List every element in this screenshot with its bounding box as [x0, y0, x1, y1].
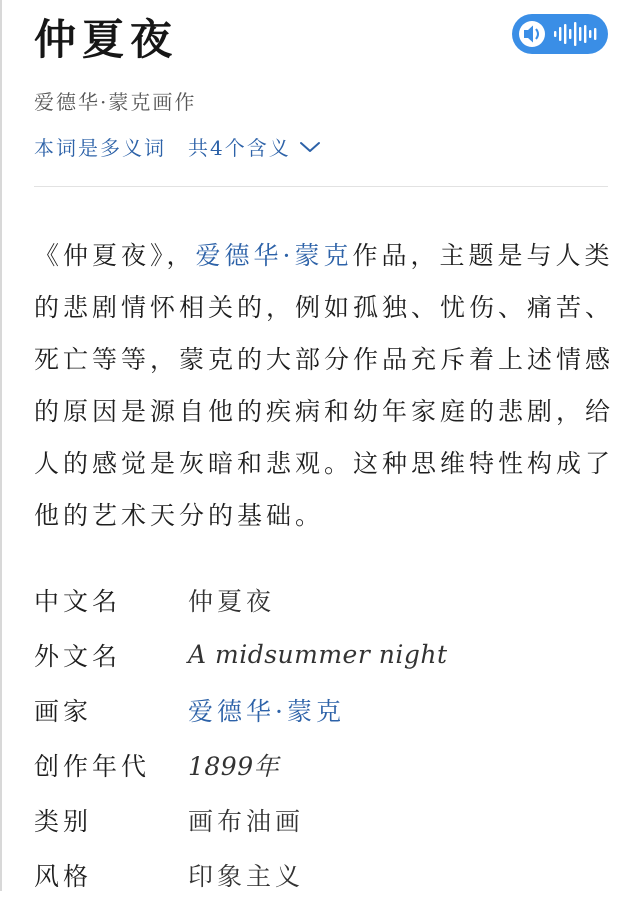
- polysemy-label: 本词是多义词: [34, 136, 166, 160]
- info-row-foreign-name: [34, 627, 614, 682]
- summary-text-start: 《仲夏夜》，: [34, 241, 196, 270]
- info-label: 画家: [34, 696, 93, 726]
- summary-text-rest: 作品，主题是与人类的悲剧情怀相关的，例如孤独、忧伤、痛苦、死亡等等，蒙克的大部分作品充斥着上述情感的原因是源自他的疾病和幼年家庭的悲剧，给人的感觉是灰暗和悲观。这种思维特性构成了他的艺术天分的基础。: [34, 241, 615, 530]
- info-value: 仲夏夜: [188, 586, 276, 616]
- info-value: 印象主义: [188, 861, 305, 891]
- entry-subtitle: 爱德华·蒙克画作: [34, 90, 197, 114]
- info-label: 中文名: [34, 586, 122, 616]
- info-value: 1899年: [188, 751, 280, 781]
- info-row-category: [34, 792, 614, 847]
- info-label: 创作年代: [34, 751, 151, 781]
- polysemy-toggle[interactable]: [34, 132, 321, 161]
- header-divider: [34, 186, 608, 187]
- info-value: A midsummer night: [188, 640, 448, 669]
- audio-play-button[interactable]: [512, 14, 608, 54]
- info-row-chinese-name: [34, 572, 614, 627]
- entry-summary: [34, 230, 614, 542]
- polysemy-count: 共4个含义: [188, 136, 291, 160]
- info-box: [34, 572, 614, 902]
- chevron-down-icon: [299, 140, 321, 154]
- info-label: 外文名: [34, 641, 122, 671]
- info-row-painter: [34, 682, 614, 737]
- author-link[interactable]: 爱德华·蒙克: [195, 241, 353, 270]
- info-label: 类别: [34, 806, 93, 836]
- page-title: 仲夏夜: [34, 15, 179, 64]
- left-edge-border: [0, 0, 2, 891]
- info-row-style: [34, 847, 614, 902]
- info-row-creation-period: [34, 737, 614, 792]
- speaker-icon: [512, 14, 608, 54]
- painter-link[interactable]: 爱德华·蒙克: [188, 696, 345, 726]
- info-label: 风格: [34, 861, 93, 891]
- info-value: 画布油画: [188, 806, 305, 836]
